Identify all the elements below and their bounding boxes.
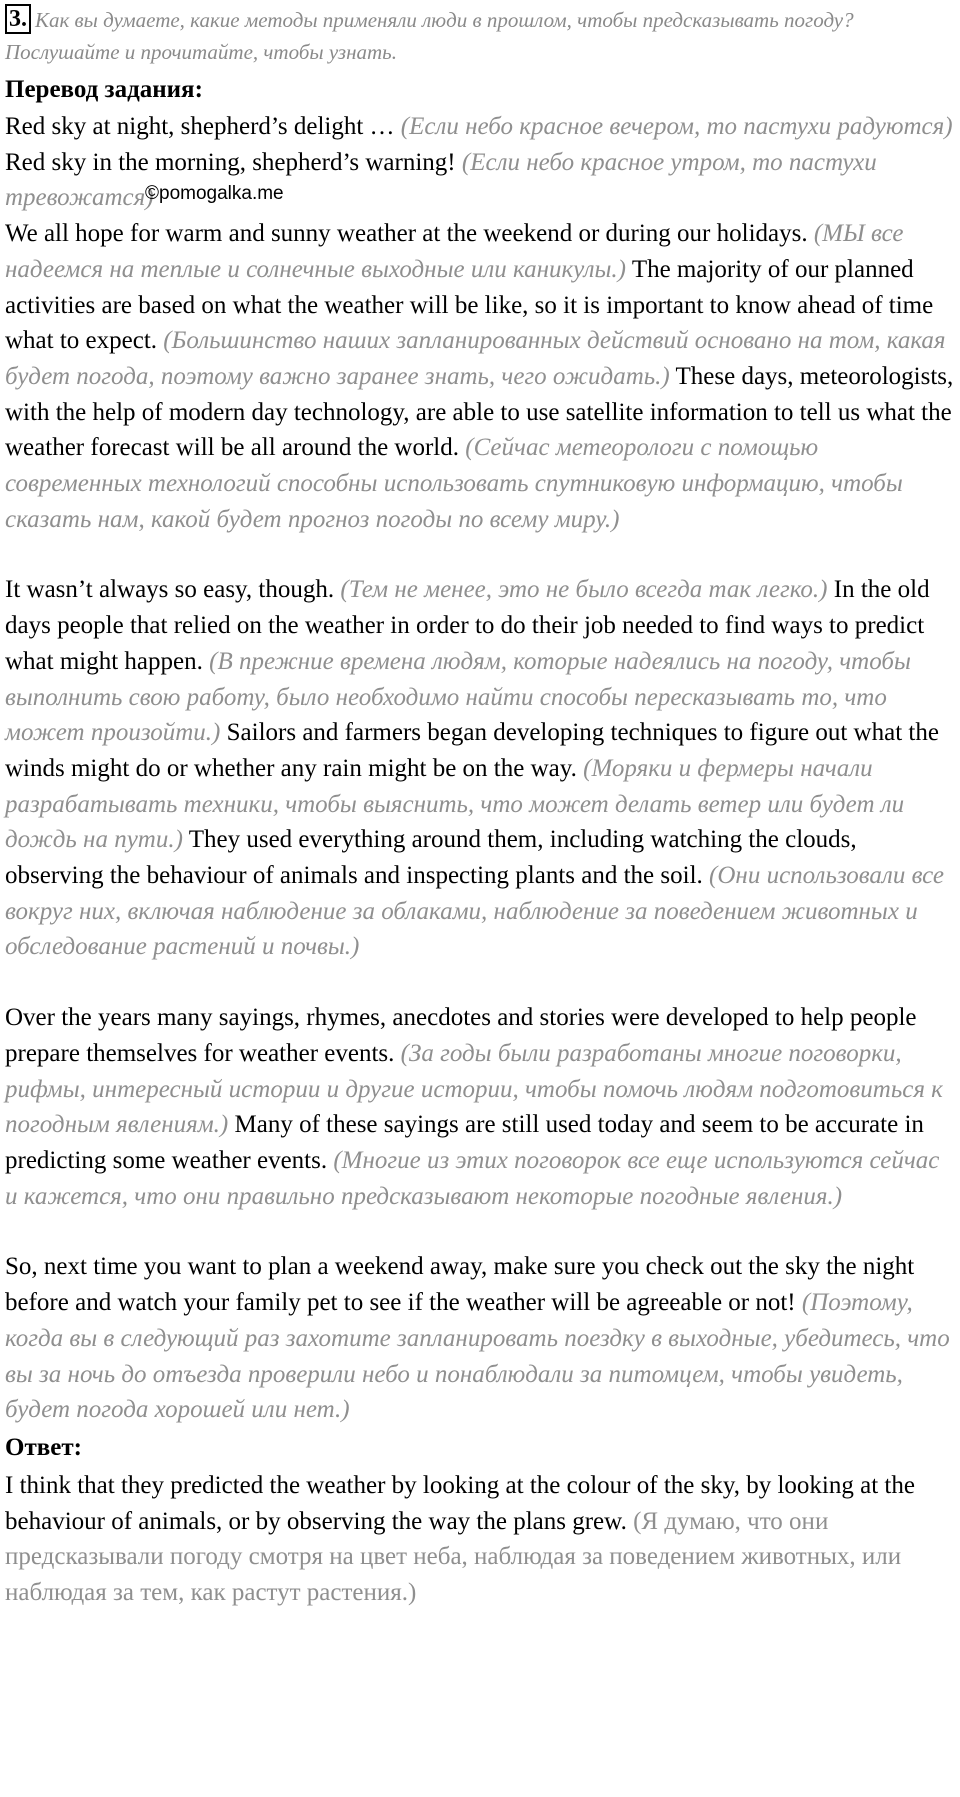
paragraph-4-sentence-1-en: So, next time you want to plan a weekend away, make sure you check out the sky the night before and watch your family pet to see if the weather will be agreeable or not! — [5, 1253, 915, 1317]
answer-en: I think that they predicted the weather by looking at the colour of the sky, by looking at the behaviour of animals, or by observing the way the plans grew. — [5, 1471, 915, 1535]
paragraph-4-sentence-1-ru: (Поэтому, когда вы в следующий раз захотите запланировать поездку в выходные, убедитесь, что вы за ночь до отъезда проверили небо и понаблюдали за питомцем, чтобы увидеть, будет погода хорошей или нет.) — [5, 1289, 950, 1424]
answer-paragraph — [5, 1468, 955, 1611]
paragraph-1-sentence-4-ru: (Большинство наших запланированных действий основано на том, какая будет погода, поэтому важно заранее знать, чего ожидать.) — [5, 327, 946, 390]
paragraph-3-sentence-1-ru: (За годы были разработаны многие поговорки, рифмы, интересный истории и другие истории, чтобы помочь людям подготовиться к погодным явлениям.) — [5, 1039, 943, 1139]
paragraph-3-sentence-1-en: Over the years many sayings, rhymes, anecdotes and stories were developed to help people prepare themselves for weather events. — [5, 1004, 917, 1067]
paragraph-2-sentence-2-ru: (В прежние времена людям, которые надеялись на погоду, чтобы выполнить свою работу, было необходимо найти способы пересказывать то, что может произойти.) — [5, 647, 911, 747]
paragraph-1-sentence-3-en: We all hope for warm and sunny weather at the weekend or during our holidays. — [5, 220, 814, 248]
task-text: Как вы думаете, какие методы применяли люди в прошлом, чтобы предсказывать погоду? Послушайте и прочитайте, чтобы узнать. — [5, 8, 854, 64]
paragraph-2-sentence-1-en: It wasn’t always so easy, though. — [5, 576, 341, 604]
paragraph-1-sentence-1-ru: (Если небо красное вечером, то пастухи радуются) — [400, 113, 953, 140]
paragraph-gap — [5, 537, 955, 572]
answer-ru: (Я думаю, что они предсказывали погоду смотря на цвет неба, наблюдая за поведением животных, или наблюдая за тем, как растут растения.) — [5, 1507, 902, 1607]
paragraph-1-sentence-2-ru: (Если небо красное утром, то пастухи тревожатся) — [5, 148, 877, 212]
paragraph-1-sentence-4-en: The majority of our planned activities are based on what the weather will be like, so it is important to know ahead of time what to expect. — [5, 255, 934, 355]
paragraph-2-sentence-2-en: In the old days people that relied on the weather in order to do their job needed to find ways to predict what might happen. — [5, 576, 930, 675]
paragraph-4 — [5, 1249, 955, 1428]
paragraph-3-sentence-2-en: Many of these sayings are still used today and seem to be accurate in predicting some weather events. — [5, 1111, 924, 1174]
paragraph-2-sentence-1-ru: (Тем не менее, это не было всегда так легко.) — [340, 576, 828, 604]
paragraph-gap — [5, 1214, 955, 1249]
document-page — [5, 4, 955, 1611]
paragraph-2-sentence-3-ru: (Моряки и фермеры начали разрабатывать техники, чтобы выяснить, что может делать ветер или будет ли дождь на пути.) — [5, 754, 905, 854]
answer-heading: Ответ: — [5, 1433, 82, 1461]
paragraph-1-sentence-5-ru: (Сейчас метеорологи с помощью современных технологий способны использовать спутниковую информацию, чтобы сказать нам, какой будет прогноз погоды по всему миру.) — [5, 434, 903, 533]
task-number: 3. — [5, 4, 31, 34]
paragraph-1 — [5, 109, 955, 537]
translation-heading: Перевод задания: — [5, 76, 203, 103]
paragraph-1-sentence-1-en: Red sky at night, shepherd’s delight … — [5, 113, 401, 140]
paragraph-1-sentence-3-ru: (МЫ все надеемся на теплые и солнечные выходные или каникулы.) — [5, 220, 904, 283]
paragraph-2-sentence-4-ru: (Они использовали все вокруг них, включая наблюдение за облаками, наблюдение за поведением животных и обследование растений и почвы.) — [5, 862, 944, 961]
paragraph-1-sentence-2-en: Red sky in the morning, shepherd’s warning! — [5, 148, 462, 176]
watermark: ©pomogalka.me — [145, 183, 284, 204]
paragraph-2 — [5, 572, 955, 965]
task-statement — [5, 4, 955, 68]
paragraph-3 — [5, 1000, 955, 1214]
paragraph-gap — [5, 965, 955, 1000]
paragraph-3-sentence-2-ru: (Многие из этих поговорок все еще используются сейчас и кажется, что они правильно предсказывают некоторые погодные явления.) — [5, 1146, 940, 1210]
paragraph-2-sentence-3-en: Sailors and farmers began developing techniques to figure out what the winds might do or whether any rain might be on the way. — [5, 719, 939, 782]
paragraph-1-sentence-5-en: These days, meteorologists, with the help of modern day technology, are able to use satellite information to tell us what the weather forecast will be all around the world. — [5, 362, 954, 462]
paragraph-2-sentence-4-en: They used everything around them, including watching the clouds, observing the behaviour of animals and inspecting plants and the soil. — [5, 826, 857, 890]
